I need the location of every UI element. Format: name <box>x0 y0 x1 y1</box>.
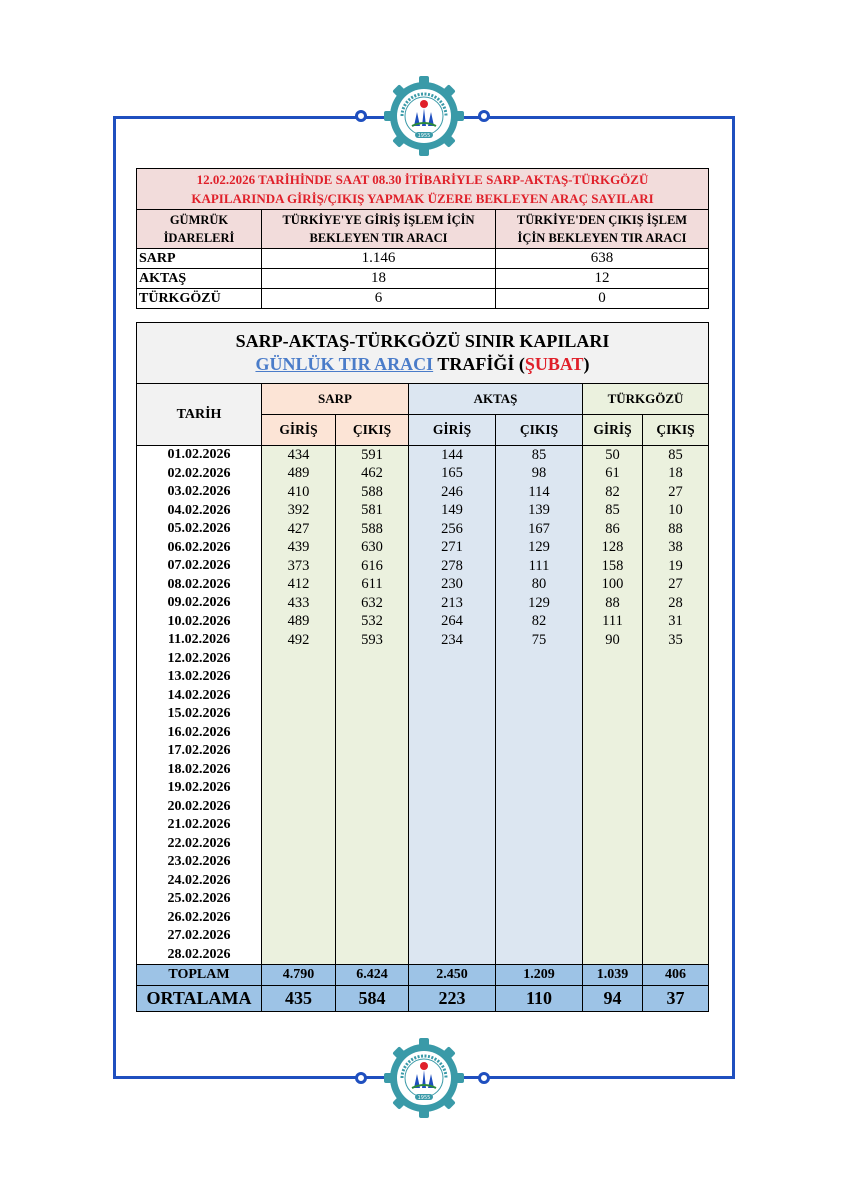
date-cell: 01.02.2026 <box>137 446 262 465</box>
traffic-title-highlight: GÜNLÜK TIR ARACI <box>255 354 434 374</box>
count-cell: 129 <box>496 594 583 613</box>
count-cell <box>643 909 709 928</box>
traffic-title: SARP-AKTAŞ-TÜRKGÖZÜ SINIR KAPILARI GÜNLÜK TIR ARACI TRAFİĞİ (ŞUBAT) <box>137 323 709 384</box>
count-cell: 588 <box>336 483 409 502</box>
count-cell <box>262 927 336 946</box>
count-cell <box>336 779 409 798</box>
count-cell <box>496 687 583 706</box>
count-cell <box>583 927 643 946</box>
col-customs-offices: GÜMRÜK İDARELERİ <box>137 210 262 249</box>
total-value: 1.209 <box>496 965 583 986</box>
count-cell <box>496 668 583 687</box>
count-cell: 129 <box>496 539 583 558</box>
count-cell <box>262 946 336 965</box>
date-cell: 12.02.2026 <box>137 650 262 669</box>
count-cell <box>262 687 336 706</box>
count-cell: 31 <box>643 613 709 632</box>
date-cell: 26.02.2026 <box>137 909 262 928</box>
gate-name: TÜRKGÖZÜ <box>137 289 262 309</box>
count-cell: 165 <box>409 465 496 484</box>
count-cell: 462 <box>336 465 409 484</box>
count-cell <box>496 909 583 928</box>
table-row <box>137 761 709 780</box>
count-cell <box>496 835 583 854</box>
table-row <box>137 872 709 891</box>
count-cell <box>496 872 583 891</box>
count-cell: 158 <box>583 557 643 576</box>
count-cell: 256 <box>409 520 496 539</box>
count-cell <box>583 742 643 761</box>
date-cell: 09.02.2026 <box>137 594 262 613</box>
col-entry-waiting: TÜRKİYE'YE GİRİŞ İŞLEM İÇİN BEKLEYEN TIR ARACI <box>262 210 496 249</box>
table-row <box>137 687 709 706</box>
count-cell: 434 <box>262 446 336 465</box>
table-row <box>137 890 709 909</box>
waiting-title: 12.02.2026 TARİHİNDE SAAT 08.30 İTİBARİYLE SARP-AKTAŞ-TÜRKGÖZÜ KAPILARINDA GİRİŞ/ÇIKIŞ YAPMAK ÜZERE BEKLEYEN ARAÇ SAYILARI <box>137 169 709 210</box>
count-cell <box>336 816 409 835</box>
table-row <box>137 724 709 743</box>
count-cell: 611 <box>336 576 409 595</box>
count-cell <box>583 761 643 780</box>
date-cell: 13.02.2026 <box>137 668 262 687</box>
table-row <box>137 539 709 558</box>
date-cell: 14.02.2026 <box>137 687 262 706</box>
group-header-sarp: SARP <box>262 384 409 415</box>
count-cell: 234 <box>409 631 496 650</box>
count-cell <box>336 835 409 854</box>
count-cell <box>583 872 643 891</box>
count-cell <box>583 853 643 872</box>
table-row <box>137 909 709 928</box>
table-row <box>137 927 709 946</box>
count-cell <box>583 779 643 798</box>
count-cell: 271 <box>409 539 496 558</box>
count-cell: 111 <box>583 613 643 632</box>
date-header: TARİH <box>137 384 262 446</box>
chamber-logo-bottom <box>382 1036 466 1120</box>
entry-count: 18 <box>262 269 496 289</box>
count-cell: 85 <box>643 446 709 465</box>
count-cell <box>496 853 583 872</box>
count-cell <box>643 927 709 946</box>
count-cell <box>336 687 409 706</box>
table-row <box>137 705 709 724</box>
count-cell: 264 <box>409 613 496 632</box>
date-cell: 08.02.2026 <box>137 576 262 595</box>
count-cell: 616 <box>336 557 409 576</box>
count-cell: 100 <box>583 576 643 595</box>
count-cell <box>336 742 409 761</box>
date-cell: 05.02.2026 <box>137 520 262 539</box>
count-cell <box>262 909 336 928</box>
count-cell <box>409 927 496 946</box>
count-cell <box>262 816 336 835</box>
count-cell <box>262 853 336 872</box>
col-exit-waiting: TÜRKİYE'DEN ÇIKIŞ İŞLEM İÇİN BEKLEYEN TIR ARACI <box>496 210 709 249</box>
count-cell <box>496 779 583 798</box>
count-cell <box>583 650 643 669</box>
count-cell <box>336 724 409 743</box>
count-cell <box>643 816 709 835</box>
total-value: 1.039 <box>583 965 643 986</box>
count-cell: 433 <box>262 594 336 613</box>
count-cell <box>336 761 409 780</box>
date-cell: 02.02.2026 <box>137 465 262 484</box>
count-cell: 86 <box>583 520 643 539</box>
count-cell <box>643 724 709 743</box>
count-cell: 61 <box>583 465 643 484</box>
count-cell <box>643 761 709 780</box>
entry-count: 6 <box>262 289 496 309</box>
table-row <box>137 668 709 687</box>
sub-header-in: GİRİŞ <box>409 415 496 446</box>
count-cell <box>643 890 709 909</box>
sub-header-out: ÇIKIŞ <box>336 415 409 446</box>
count-cell: 532 <box>336 613 409 632</box>
count-cell <box>643 705 709 724</box>
count-cell <box>409 742 496 761</box>
count-cell <box>643 798 709 817</box>
waiting-vehicles-table <box>136 168 709 309</box>
count-cell <box>262 724 336 743</box>
date-cell: 19.02.2026 <box>137 779 262 798</box>
count-cell: 489 <box>262 465 336 484</box>
date-cell: 22.02.2026 <box>137 835 262 854</box>
count-cell <box>336 853 409 872</box>
count-cell: 114 <box>496 483 583 502</box>
daily-traffic-table <box>136 322 709 1012</box>
table-row <box>137 613 709 632</box>
count-cell <box>583 890 643 909</box>
count-cell <box>262 835 336 854</box>
count-cell <box>409 779 496 798</box>
count-cell <box>409 761 496 780</box>
count-cell <box>262 668 336 687</box>
count-cell <box>583 724 643 743</box>
frame-ring <box>478 1072 490 1084</box>
month-label: ŞUBAT <box>524 354 584 374</box>
count-cell: 412 <box>262 576 336 595</box>
count-cell <box>643 853 709 872</box>
count-cell <box>496 927 583 946</box>
count-cell <box>409 705 496 724</box>
count-cell <box>409 687 496 706</box>
count-cell <box>336 705 409 724</box>
frame-ring <box>355 1072 367 1084</box>
count-cell <box>583 798 643 817</box>
count-cell: 213 <box>409 594 496 613</box>
table-row <box>137 289 709 309</box>
count-cell <box>262 761 336 780</box>
count-cell: 75 <box>496 631 583 650</box>
date-cell: 15.02.2026 <box>137 705 262 724</box>
count-cell <box>496 890 583 909</box>
average-value: 223 <box>409 986 496 1012</box>
count-cell: 593 <box>336 631 409 650</box>
count-cell <box>583 816 643 835</box>
table-row <box>137 853 709 872</box>
count-cell <box>262 650 336 669</box>
date-cell: 28.02.2026 <box>137 946 262 965</box>
count-cell: 27 <box>643 483 709 502</box>
count-cell: 489 <box>262 613 336 632</box>
average-value: 94 <box>583 986 643 1012</box>
sub-header-in: GİRİŞ <box>262 415 336 446</box>
count-cell: 439 <box>262 539 336 558</box>
table-row <box>137 249 709 269</box>
count-cell <box>496 946 583 965</box>
count-cell: 230 <box>409 576 496 595</box>
average-value: 110 <box>496 986 583 1012</box>
table-row <box>137 446 709 465</box>
group-header-turkgozu: TÜRKGÖZÜ <box>583 384 709 415</box>
count-cell: 10 <box>643 502 709 521</box>
count-cell: 246 <box>409 483 496 502</box>
table-row <box>137 594 709 613</box>
count-cell <box>336 872 409 891</box>
count-cell: 88 <box>583 594 643 613</box>
count-cell: 88 <box>643 520 709 539</box>
count-cell <box>496 798 583 817</box>
count-cell <box>262 705 336 724</box>
count-cell <box>496 724 583 743</box>
count-cell <box>409 816 496 835</box>
date-cell: 23.02.2026 <box>137 853 262 872</box>
count-cell <box>496 650 583 669</box>
count-cell <box>643 742 709 761</box>
count-cell: 591 <box>336 446 409 465</box>
count-cell <box>409 724 496 743</box>
total-value: 2.450 <box>409 965 496 986</box>
count-cell: 373 <box>262 557 336 576</box>
count-cell <box>262 742 336 761</box>
frame-ring <box>478 110 490 122</box>
total-row <box>137 965 709 986</box>
count-cell <box>583 687 643 706</box>
sub-header-out: ÇIKIŞ <box>643 415 709 446</box>
count-cell <box>409 835 496 854</box>
count-cell <box>583 668 643 687</box>
count-cell: 427 <box>262 520 336 539</box>
sub-header-in: GİRİŞ <box>583 415 643 446</box>
count-cell: 630 <box>336 539 409 558</box>
count-cell: 85 <box>583 502 643 521</box>
count-cell: 82 <box>496 613 583 632</box>
count-cell <box>336 668 409 687</box>
count-cell <box>583 909 643 928</box>
date-cell: 10.02.2026 <box>137 613 262 632</box>
count-cell <box>409 650 496 669</box>
count-cell: 82 <box>583 483 643 502</box>
average-row <box>137 986 709 1012</box>
exit-count: 12 <box>496 269 709 289</box>
exit-count: 0 <box>496 289 709 309</box>
count-cell <box>262 798 336 817</box>
count-cell: 50 <box>583 446 643 465</box>
date-cell: 17.02.2026 <box>137 742 262 761</box>
count-cell: 85 <box>496 446 583 465</box>
frame-ring <box>355 110 367 122</box>
count-cell: 144 <box>409 446 496 465</box>
count-cell: 632 <box>336 594 409 613</box>
count-cell <box>409 872 496 891</box>
count-cell: 581 <box>336 502 409 521</box>
group-header-aktas: AKTAŞ <box>409 384 583 415</box>
average-label: ORTALAMA <box>137 986 262 1012</box>
count-cell: 588 <box>336 520 409 539</box>
date-cell: 07.02.2026 <box>137 557 262 576</box>
table-row <box>137 650 709 669</box>
count-cell: 35 <box>643 631 709 650</box>
count-cell: 139 <box>496 502 583 521</box>
date-cell: 18.02.2026 <box>137 761 262 780</box>
date-cell: 11.02.2026 <box>137 631 262 650</box>
count-cell <box>496 705 583 724</box>
average-value: 37 <box>643 986 709 1012</box>
count-cell <box>643 650 709 669</box>
date-cell: 27.02.2026 <box>137 927 262 946</box>
count-cell <box>409 909 496 928</box>
exit-count: 638 <box>496 249 709 269</box>
count-cell: 111 <box>496 557 583 576</box>
count-cell: 167 <box>496 520 583 539</box>
count-cell: 90 <box>583 631 643 650</box>
table-row <box>137 483 709 502</box>
count-cell <box>409 853 496 872</box>
table-row <box>137 576 709 595</box>
count-cell <box>496 742 583 761</box>
count-cell <box>409 890 496 909</box>
date-cell: 24.02.2026 <box>137 872 262 891</box>
count-cell: 98 <box>496 465 583 484</box>
date-cell: 25.02.2026 <box>137 890 262 909</box>
gate-name: AKTAŞ <box>137 269 262 289</box>
count-cell <box>496 816 583 835</box>
count-cell <box>583 835 643 854</box>
date-cell: 04.02.2026 <box>137 502 262 521</box>
count-cell: 492 <box>262 631 336 650</box>
total-value: 6.424 <box>336 965 409 986</box>
count-cell <box>262 779 336 798</box>
count-cell <box>496 761 583 780</box>
count-cell <box>336 798 409 817</box>
table-row <box>137 798 709 817</box>
table-row <box>137 631 709 650</box>
count-cell: 28 <box>643 594 709 613</box>
total-value: 406 <box>643 965 709 986</box>
count-cell: 19 <box>643 557 709 576</box>
gate-name: SARP <box>137 249 262 269</box>
count-cell <box>643 687 709 706</box>
count-cell <box>583 705 643 724</box>
date-cell: 21.02.2026 <box>137 816 262 835</box>
table-row <box>137 465 709 484</box>
entry-count: 1.146 <box>262 249 496 269</box>
count-cell <box>262 872 336 891</box>
table-row <box>137 520 709 539</box>
count-cell <box>643 872 709 891</box>
count-cell: 18 <box>643 465 709 484</box>
table-row <box>137 269 709 289</box>
logo-year: 1955 <box>417 133 431 139</box>
logo-year: 1955 <box>417 1095 431 1101</box>
count-cell: 128 <box>583 539 643 558</box>
count-cell: 392 <box>262 502 336 521</box>
total-value: 4.790 <box>262 965 336 986</box>
average-value: 584 <box>336 986 409 1012</box>
count-cell: 38 <box>643 539 709 558</box>
count-cell <box>643 779 709 798</box>
table-row <box>137 816 709 835</box>
count-cell <box>262 890 336 909</box>
count-cell <box>336 650 409 669</box>
count-cell <box>336 927 409 946</box>
total-label: TOPLAM <box>137 965 262 986</box>
count-cell: 278 <box>409 557 496 576</box>
count-cell: 410 <box>262 483 336 502</box>
count-cell <box>336 946 409 965</box>
sub-header-out: ÇIKIŞ <box>496 415 583 446</box>
table-row <box>137 742 709 761</box>
count-cell <box>409 798 496 817</box>
table-row <box>137 502 709 521</box>
count-cell <box>409 946 496 965</box>
average-value: 435 <box>262 986 336 1012</box>
table-row <box>137 779 709 798</box>
date-cell: 20.02.2026 <box>137 798 262 817</box>
count-cell <box>643 946 709 965</box>
count-cell <box>336 909 409 928</box>
count-cell: 27 <box>643 576 709 595</box>
date-cell: 16.02.2026 <box>137 724 262 743</box>
chamber-logo-top <box>382 74 466 158</box>
table-row <box>137 557 709 576</box>
count-cell: 80 <box>496 576 583 595</box>
table-row <box>137 835 709 854</box>
count-cell: 149 <box>409 502 496 521</box>
date-cell: 06.02.2026 <box>137 539 262 558</box>
count-cell <box>336 890 409 909</box>
count-cell <box>643 835 709 854</box>
count-cell <box>409 668 496 687</box>
table-row <box>137 946 709 965</box>
count-cell <box>583 946 643 965</box>
date-cell: 03.02.2026 <box>137 483 262 502</box>
count-cell <box>643 668 709 687</box>
